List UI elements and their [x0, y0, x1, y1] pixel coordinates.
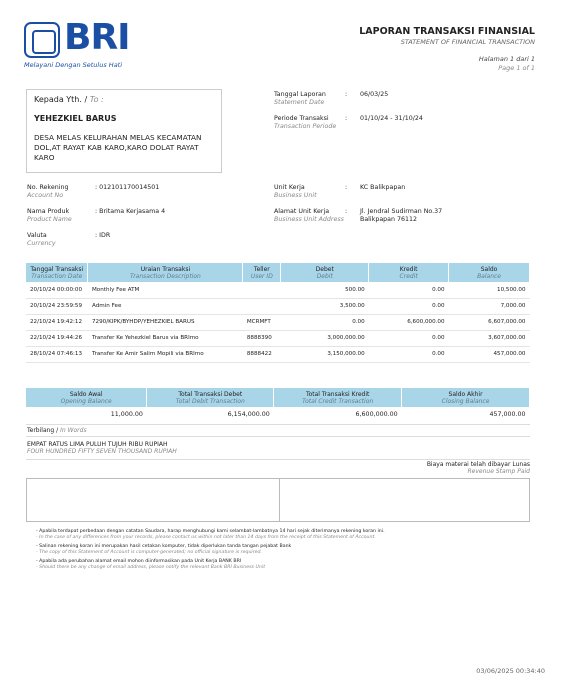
summary-column-header: Total Transaksi Debet Total Debit Transaction — [147, 388, 274, 407]
cell-debit: 3,500.00 — [281, 298, 369, 314]
cell-date: 20/10/24 23:59:59 — [26, 298, 88, 314]
note-item: - Apabila ada perubahan alamat email mohon diinformasikan pada Unit Kerja BANK BRI - Should there be any change of email address, please notify the relevant Bank BRI Business Unit — [36, 559, 266, 570]
cell-date: 28/10/24 07:46:13 — [26, 346, 88, 362]
cell-teller: 8888390 — [243, 330, 281, 346]
cell-date: 22/10/24 19:44:26 — [26, 330, 88, 346]
column-header: Saldo Balance — [449, 263, 530, 282]
account-no: : 012101170014501 — [95, 184, 160, 191]
table-row — [26, 314, 530, 330]
cell-credit: 6,600,000.00 — [369, 314, 449, 330]
column-header: Tanggal Transaksi Transaction Date — [26, 263, 88, 282]
cell-debit: 500.00 — [281, 282, 369, 298]
summary-table — [26, 388, 530, 422]
cell-balance: 10,500.00 — [449, 282, 530, 298]
in-words-id: EMPAT RATUS LIMA PULUH TUJUH RIBU RUPIAH — [27, 441, 168, 448]
table-row — [26, 282, 530, 298]
cell-desc: Transfer Ke Amir Salim Mopili via BRImo — [88, 346, 243, 362]
cell-teller: MCRMFT — [243, 314, 281, 330]
cell-debit: 3,000,000.00 — [281, 330, 369, 346]
cell-balance: 3,607,000.00 — [449, 330, 530, 346]
cell-desc: Monthly Fee ATM — [88, 282, 243, 298]
bri-logo-icon — [24, 22, 60, 58]
cell-desc: Transfer Ke Yehezkiel Barus via BRImo — [88, 330, 243, 346]
statement-date-label: Tanggal Laporan Statement Date — [274, 91, 326, 106]
report-subtitle: STATEMENT OF FINANCIAL TRANSACTION — [400, 38, 535, 46]
report-title: LAPORAN TRANSAKSI FINANSIAL — [359, 26, 535, 37]
recipient-address: DESA MELAS KELURAHAN MELAS KECAMATAN DOL,AT RAYAT KAB KARO,KARO DOLAT RAYAT KARO — [34, 133, 202, 162]
cell-balance: 7,000.00 — [449, 298, 530, 314]
recipient-box — [26, 89, 222, 173]
summary-column-header: Saldo Awal Opening Balance — [26, 388, 147, 407]
page-number-en: Page 1 of 1 — [498, 64, 535, 72]
column-header: Debet Debit — [281, 263, 369, 282]
product-label: Nama Produk Product Name — [27, 208, 72, 223]
currency: : IDR — [95, 232, 111, 239]
cell-debit: 3,150,000.00 — [281, 346, 369, 362]
cell-balance: 6,607,000.00 — [449, 314, 530, 330]
unit-address-label: Alamat Unit Kerja Business Unit Address — [274, 208, 344, 223]
summary-column-header: Total Transaksi Kredit Total Credit Transaction — [274, 388, 402, 407]
in-words-label: Terbilang / In Words — [26, 424, 530, 437]
unit-address: Jl. Jendral Sudirman No.37 Balikpapan 76112 — [360, 208, 443, 223]
page-number: Halaman 1 dari 1 — [478, 55, 535, 63]
table-row — [26, 346, 530, 362]
summary-value: 457,000.00 — [489, 411, 526, 418]
table-row — [26, 298, 530, 314]
table-header-row — [26, 263, 530, 282]
summary-values-row — [26, 407, 530, 422]
note-item: - Apabila terdapat perbedaan dengan catatan Saudara, harap menghubungi kami selambat-lambatnya 14 hari sejak diterimanya rekening koran ini. - In the case of any differences from your records, please contact us within not later than 14 days from the receipt of this Statement of Account. — [36, 529, 385, 540]
cell-date: 20/10/24 00:00:00 — [26, 282, 88, 298]
footer-notes — [36, 529, 530, 574]
product-name: : Britama Kerjasama 4 — [95, 208, 166, 215]
period-label: Periode Transaksi Transaction Periode — [274, 115, 337, 130]
business-unit-label: Unit Kerja Business Unit — [274, 184, 317, 199]
bri-logo-text: BRI — [64, 17, 130, 58]
brand-tagline: Melayani Dengan Setulus Hati — [24, 61, 123, 69]
business-unit: KC Balikpapan — [360, 184, 406, 191]
transactions-table — [26, 263, 530, 363]
cell-teller — [243, 298, 281, 314]
to-label: Kepada Yth. / To : — [34, 95, 104, 104]
page-info — [479, 55, 535, 73]
cell-debit: 0.00 — [281, 314, 369, 330]
statement-date: 06/03/25 — [360, 91, 389, 98]
summary-value: 11,000.00 — [110, 411, 143, 418]
cell-desc: 7290/KIPK/BYHDP/YEHEZKIEL BARUS — [88, 314, 243, 330]
cell-credit: 0.00 — [369, 346, 449, 362]
cell-date: 22/10/24 19:42:12 — [26, 314, 88, 330]
note-item: - Salinan rekening koran ini merupakan hasil cetakan komputer, tidak diperlukan tanda tangan pejabat Bank - The copy of this Statement of Account is computer-generated; no official signature is required. — [36, 544, 292, 555]
cell-credit: 0.00 — [369, 282, 449, 298]
column-header: Uraian Transaksi Transaction Description — [88, 263, 243, 282]
account-no-label: No. Rekening Account No — [27, 184, 69, 199]
cell-desc: Admin Fee — [88, 298, 243, 314]
cell-teller — [243, 282, 281, 298]
column-header: Kredit Credit — [369, 263, 449, 282]
summary-header-row — [26, 388, 530, 407]
transaction-period: 01/10/24 - 31/10/24 — [360, 115, 423, 122]
print-timestamp: 03/06/2025 00:34:40 — [476, 667, 545, 675]
summary-value: 6,154,000.00 — [227, 411, 270, 418]
currency-label: Valuta Currency — [27, 232, 56, 247]
in-words-en: FOUR HUNDRED FIFTY SEVEN THOUSAND RUPIAH — [27, 448, 177, 455]
summary-value: 6,600,000.00 — [355, 411, 398, 418]
column-header: Teller User ID — [243, 263, 281, 282]
table-row — [26, 330, 530, 346]
summary-column-header: Saldo Akhir Closing Balance — [402, 388, 530, 407]
stamp-box — [26, 478, 530, 522]
revenue-stamp-note: Biaya materai telah dibayar Lunas Revenue Stamp Paid — [426, 461, 530, 475]
recipient-name: YEHEZKIEL BARUS — [34, 114, 117, 123]
cell-credit: 0.00 — [369, 298, 449, 314]
cell-credit: 0.00 — [369, 330, 449, 346]
amount-in-words — [26, 424, 530, 460]
cell-teller: 8888422 — [243, 346, 281, 362]
cell-balance: 457,000.00 — [449, 346, 530, 362]
